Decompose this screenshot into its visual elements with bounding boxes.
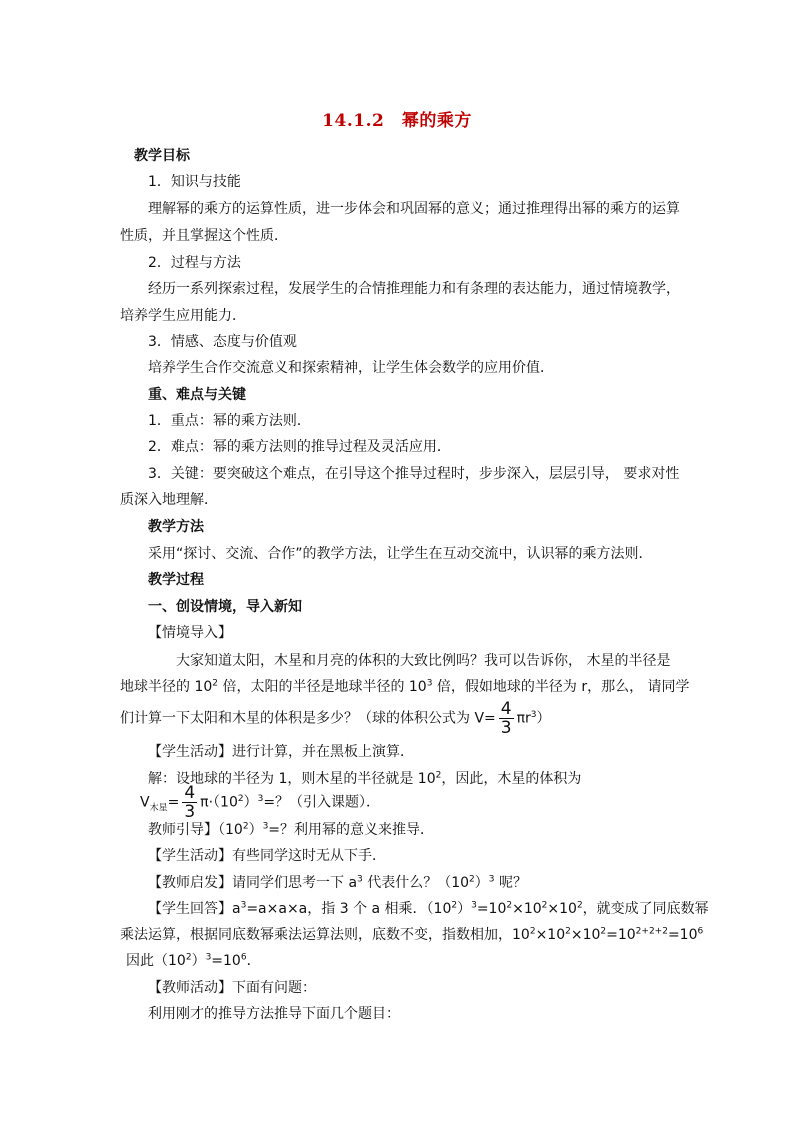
heading-keys: 重、难点与关键	[148, 387, 246, 403]
last-line: 利用刚才的推导方法推导下面几个题目：	[148, 1006, 400, 1022]
method-text: 采用“探讨、交流、合作”的教学方法，让学生在互动交流中，认识幂的乘方法则．	[148, 546, 653, 562]
heading-section-1: 一、创设情境，导入新知	[148, 599, 302, 615]
student-answer-3: 因此$(10^2)^3=10^6$．	[126, 952, 261, 969]
student-activity-1: 【学生活动】进行计算，并在黑板上演算．	[148, 744, 414, 760]
goal-2-text-a: 经历一系列探索过程，发展学生的合情推理能力和有条理的表达能力，通过情境教学，	[148, 281, 680, 297]
fraction-four-thirds: $\frac{4}{3}$	[184, 783, 196, 822]
goal-1-label: 1．知识与技能	[148, 174, 241, 190]
student-answer-2: 乘法运算，根据同底数幂乘法运算法则，底数不变，指数相加，$10^2\times 10^2\times 10^2=10^{2+2+2}=10^6$	[120, 926, 704, 943]
student-answer-1: 【学生回答】$a^3=a\times a\times a$，指 3 个 a 相乘．$(10^2)^3=10^2\times 10^2\times 10^2$，就变成了同底数幂	[148, 900, 709, 917]
key-3-b: 质深入地理解．	[120, 492, 218, 508]
heading-method: 教学方法	[148, 519, 204, 535]
goal-3-text: 培养学生合作交流意义和探索精神，让学生体会数学的应用价值．	[148, 360, 554, 376]
heading-process: 教学过程	[148, 572, 204, 588]
student-activity-2: 【学生活动】有些同学这时无从下手．	[148, 848, 386, 864]
volume-formula: $V_{木星}=$ $\frac{4}{3}$ $\pi\cdot(10^2)^3=$？（引入课题）．	[140, 783, 381, 822]
scene-label: 【情境导入】	[148, 625, 232, 641]
scene-paragraph-1: 大家知道太阳，木星和月亮的体积的大致比例吗？我可以告诉你， 木星的半径是	[176, 653, 671, 669]
goal-2-text-b: 培养学生应用能力．	[120, 308, 246, 324]
scene-paragraph-2: 地球半径的 $10^2$ 倍，太阳的半径是地球半径的 $10^3$ 倍，假如地球的半径为 r，那么， 请同学	[120, 678, 690, 695]
teacher-inspire: 【教师启发】请同学们思考一下 $a^3$ 代表什么？$(10^2)^3$ 呢？	[148, 874, 527, 891]
key-3-a: 3．关键：要突破这个难点，在引导这个推导过程时，步步深入，层层引导， 要求对性	[148, 466, 680, 482]
key-1: 1．重点：幂的乘方法则．	[148, 413, 311, 429]
key-2: 2．难点：幂的乘方法则的推导过程及灵活应用．	[148, 439, 451, 455]
goal-2-label: 2．过程与方法	[148, 255, 241, 271]
goal-3-label: 3．情感、态度与价值观	[148, 334, 297, 350]
page-title: 14.1.2 幂的乘方	[322, 111, 472, 131]
solution-line: 解：设地球的半径为 1，则木星的半径就是 $10^2$，因此，木星的体积为	[148, 770, 582, 787]
goal-1-text-b: 性质，并且掌握这个性质．	[120, 228, 288, 244]
heading-goals: 教学目标	[134, 148, 190, 164]
teacher-activity: 【教师活动】下面有问题：	[148, 980, 316, 996]
teacher-guide: 教师引导】$(10^2)^3=$？利用幂的意义来推导．	[148, 821, 435, 838]
goal-1-text-a: 理解幂的乘方的运算性质，进一步体会和巩固幂的意义；通过推理得出幂的乘方的运算	[148, 201, 680, 217]
scene-paragraph-3: 们计算一下太阳和木星的体积是多少？（球的体积公式为 V= $\frac{4}{3}$ $\pi r^3$）	[120, 699, 551, 738]
fraction-four-thirds: $\frac{4}{3}$	[500, 699, 512, 738]
